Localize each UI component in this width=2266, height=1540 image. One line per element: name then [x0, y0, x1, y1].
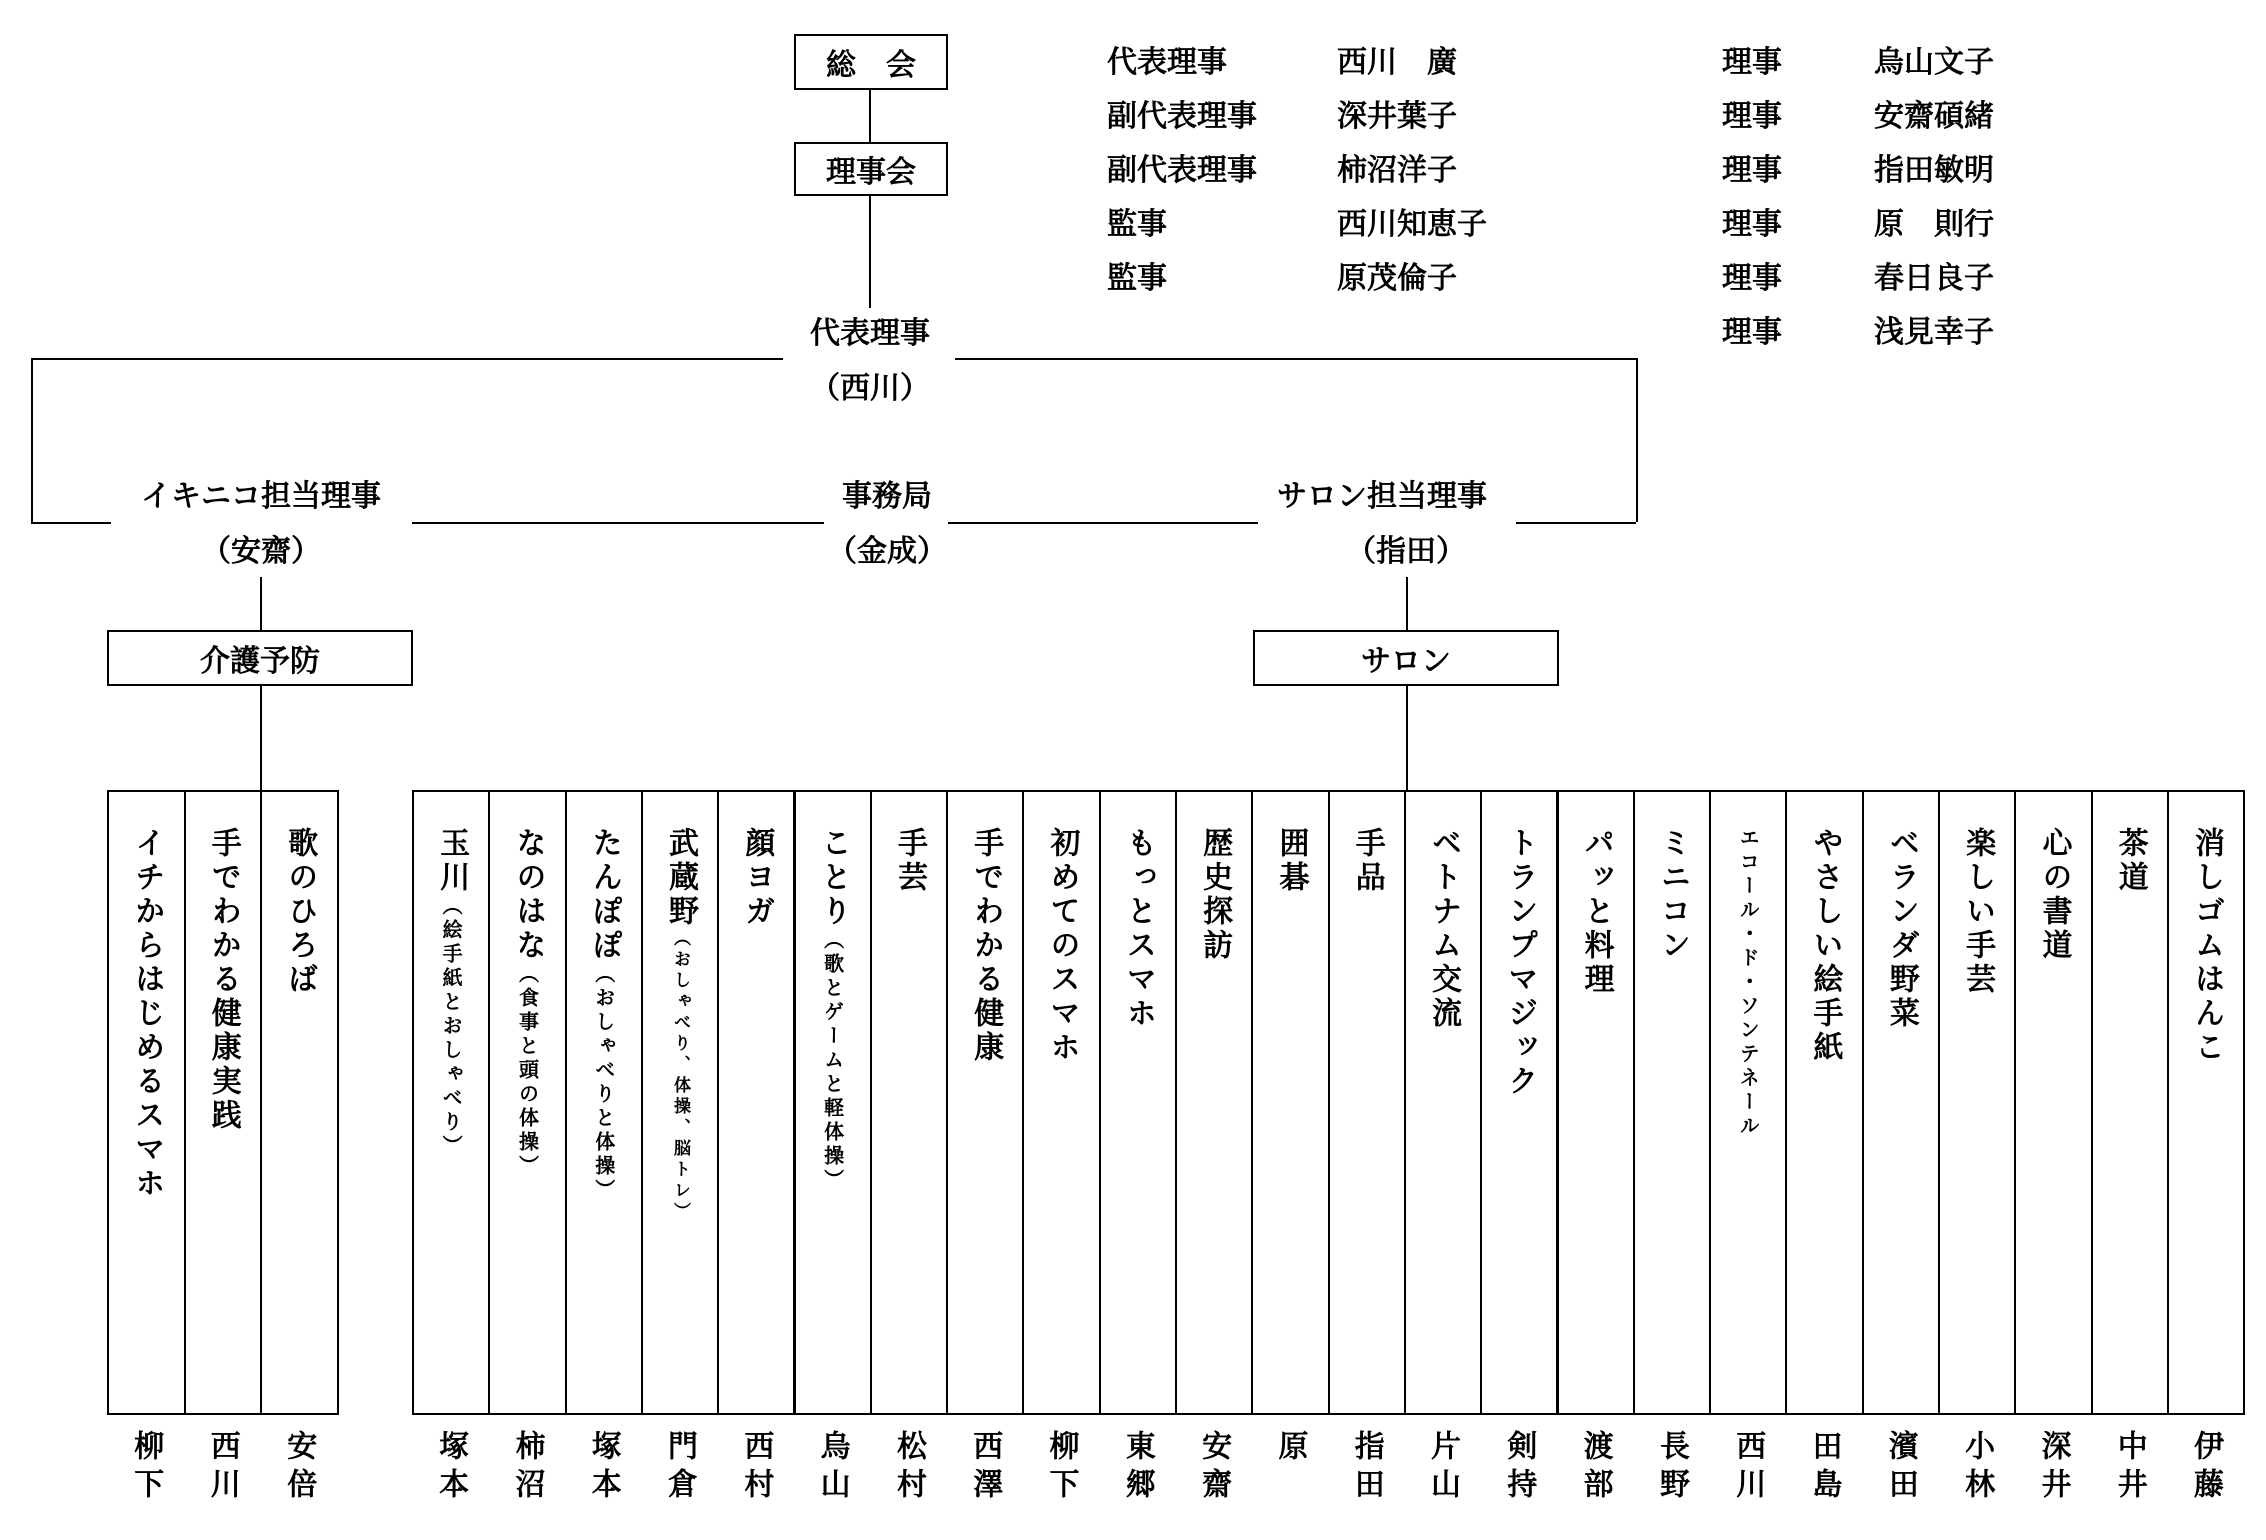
program-column — [2014, 790, 2092, 1415]
program-title-text — [1120, 827, 1156, 1031]
program-title — [2016, 827, 2090, 963]
connector-left-ikiniko — [31, 522, 111, 524]
program-title — [1253, 827, 1327, 895]
program-title — [1711, 827, 1785, 1139]
program-column — [1633, 790, 1711, 1415]
program-title-text — [1960, 827, 1996, 997]
program-leader — [946, 1430, 1022, 1506]
program-column — [260, 790, 339, 1415]
director-role: 理事 — [1722, 45, 1782, 80]
program-subtitle: （絵手紙とおしゃべり） — [439, 895, 464, 1159]
program-leader — [488, 1430, 564, 1506]
program-column — [1022, 790, 1100, 1415]
director-role: 理事 — [1722, 315, 1782, 350]
program-column — [946, 790, 1024, 1415]
program-title — [1559, 827, 1633, 997]
program-column — [2167, 790, 2245, 1415]
program-title-text — [1578, 827, 1614, 997]
program-leader — [2167, 1430, 2243, 1506]
officer-name: 西川 廣 — [1337, 45, 1457, 80]
officer-name: 原茂倫子 — [1337, 261, 1457, 296]
program-column — [412, 790, 490, 1415]
program-column — [1862, 790, 1940, 1415]
program-leader — [1938, 1430, 2014, 1506]
program-leader-name: 小林 — [1959, 1430, 1995, 1506]
program-name: 顔ヨガ — [739, 827, 775, 929]
program-leader — [2091, 1430, 2167, 1506]
program-leader-name: 塚本 — [585, 1430, 621, 1506]
program-name: 手でわかる健康 — [968, 827, 1004, 1065]
program-leader — [1022, 1430, 1098, 1506]
connector-board-rep — [869, 196, 871, 308]
program-name: 玉川 — [434, 827, 470, 895]
program-name: なのはな — [510, 827, 546, 963]
program-leader-name: 深井 — [2035, 1430, 2071, 1506]
program-name: 囲碁 — [1273, 827, 1309, 895]
program-leader-name: 伊藤 — [2188, 1430, 2224, 1506]
board-label: 理事会 — [826, 155, 916, 190]
salon-box — [1253, 630, 1559, 686]
program-column — [1938, 790, 2016, 1415]
connector-left-down — [31, 358, 33, 522]
program-leader — [641, 1430, 717, 1506]
office-title: 事務局 — [842, 479, 932, 514]
program-leader-name: 長野 — [1653, 1430, 1689, 1506]
program-name: 武蔵野 — [663, 827, 699, 929]
program-name: ことり — [815, 827, 851, 929]
program-column — [1099, 790, 1177, 1415]
program-leader-name: 剣持 — [1501, 1430, 1537, 1506]
program-leader-name: 塚本 — [433, 1430, 469, 1506]
program-leader — [1099, 1430, 1175, 1506]
program-subtitle: エコール・ド・ソンテネール — [1736, 827, 1761, 1139]
program-column — [2091, 790, 2169, 1415]
program-leader-name: 烏山 — [814, 1430, 850, 1506]
program-column — [1251, 790, 1329, 1415]
connector-salon-programs — [1406, 686, 1408, 790]
program-title-text — [1502, 827, 1538, 1099]
program-leader-name: 安倍 — [281, 1430, 317, 1506]
program-name: 歴史探訪 — [1197, 827, 1233, 963]
program-subtitle: （食事と頭の体操） — [515, 963, 540, 1179]
director-role: 理事 — [1722, 99, 1782, 134]
program-column — [794, 790, 872, 1415]
program-leader-name: 西村 — [738, 1430, 774, 1506]
program-title — [490, 827, 564, 1179]
program-column — [488, 790, 566, 1415]
program-leader — [794, 1430, 870, 1506]
program-column — [107, 790, 186, 1415]
program-leader-name: 濱田 — [1882, 1430, 1918, 1506]
program-title-text — [1044, 827, 1080, 1065]
program-name: ベランダ野菜 — [1883, 827, 1919, 1031]
care-prevention-box — [107, 630, 413, 686]
program-leader-name: 柳下 — [1043, 1430, 1079, 1506]
program-title-text — [1654, 827, 1690, 963]
director-name: 浅見幸子 — [1874, 315, 1994, 350]
program-title-text — [434, 827, 470, 1159]
program-title-text — [2036, 827, 2072, 963]
program-name: やさしい絵手紙 — [1807, 827, 1843, 1065]
program-column — [870, 790, 948, 1415]
program-title — [567, 827, 641, 1203]
program-title-text — [1197, 827, 1233, 963]
program-leader — [1251, 1430, 1327, 1468]
ikiniko-director-title: イキニコ担当理事 — [141, 479, 381, 514]
board-box — [794, 142, 948, 196]
program-leader — [1557, 1430, 1633, 1506]
program-leader-name: 西川 — [1730, 1430, 1766, 1506]
program-title-text — [2189, 827, 2225, 1065]
program-title — [1864, 827, 1938, 1031]
rep-title: 代表理事 — [810, 316, 930, 351]
program-title — [1101, 827, 1175, 1031]
program-title-text — [205, 827, 241, 1133]
program-leader-name: 西澤 — [967, 1430, 1003, 1506]
program-name: トランプマジック — [1502, 827, 1538, 1099]
program-subtitle: （歌とゲームと軽体操） — [820, 929, 845, 1193]
program-subtitle: （おしゃべりと体操） — [591, 963, 616, 1203]
program-title — [2093, 827, 2167, 895]
director-name: 烏山文子 — [1874, 45, 1994, 80]
connector-ikiniko-care — [260, 577, 262, 630]
program-title-text — [1883, 827, 1919, 1031]
director-role: 理事 — [1722, 153, 1782, 188]
director-name: 原 則行 — [1874, 207, 1994, 242]
ikiniko-director-name: （安齋） — [201, 534, 321, 569]
program-leader-name: 渡部 — [1577, 1430, 1613, 1506]
program-name: 手でわかる健康実践 — [205, 827, 241, 1133]
program-name: 消しゴムはんこ — [2189, 827, 2225, 1065]
program-title-text — [2112, 827, 2148, 895]
program-leader-name: 西川 — [204, 1430, 240, 1506]
officer-name: 深井葉子 — [1337, 99, 1457, 134]
program-title-text — [815, 827, 851, 1193]
program-name: イチからはじめるスマホ — [129, 827, 165, 1201]
program-title-text — [282, 827, 318, 997]
program-title-text — [1273, 827, 1309, 895]
connector-office-salon — [948, 522, 1258, 524]
program-column — [1175, 790, 1253, 1415]
officer-role: 監事 — [1107, 261, 1167, 296]
program-column — [1328, 790, 1406, 1415]
director-role: 理事 — [1722, 261, 1782, 296]
program-title — [414, 827, 488, 1159]
general-assembly-box — [794, 34, 948, 90]
program-column — [1404, 790, 1482, 1415]
salon-director-name: （指田） — [1346, 534, 1466, 569]
connector-assembly-board — [869, 90, 871, 142]
program-leader-name: 門倉 — [662, 1430, 698, 1506]
rep-name: （西川） — [810, 371, 930, 406]
salon-director-title: サロン担当理事 — [1277, 479, 1487, 514]
connector-rep-right — [955, 358, 1636, 360]
program-name: 初めてのスマホ — [1044, 827, 1080, 1065]
program-title-text — [1733, 827, 1763, 1139]
program-leader-name: 指田 — [1348, 1430, 1384, 1506]
program-leader — [1785, 1430, 1861, 1506]
officer-name: 柿沼洋子 — [1337, 153, 1457, 188]
program-column — [1785, 790, 1863, 1415]
program-title — [796, 827, 870, 1193]
officer-role: 監事 — [1107, 207, 1167, 242]
program-title — [186, 827, 261, 1133]
program-column — [1709, 790, 1787, 1415]
program-leader-name: 柿沼 — [509, 1430, 545, 1506]
program-title — [1330, 827, 1404, 895]
program-title-text — [1426, 827, 1462, 1031]
program-leader — [412, 1430, 488, 1506]
program-leader-name: 柳下 — [128, 1430, 164, 1506]
office-name: （金成） — [827, 534, 947, 569]
program-name: 手品 — [1349, 827, 1385, 895]
program-title-text — [510, 827, 546, 1179]
program-name: 歌のひろば — [282, 827, 318, 997]
officer-role: 副代表理事 — [1107, 99, 1257, 134]
connector-salon-director-salon — [1406, 577, 1408, 630]
program-leader — [870, 1430, 946, 1506]
program-title-text — [663, 827, 699, 1223]
program-title-text — [739, 827, 775, 929]
program-leader — [717, 1430, 793, 1506]
program-title-text — [891, 827, 927, 895]
program-column — [565, 790, 643, 1415]
officer-role: 副代表理事 — [1107, 153, 1257, 188]
connector-right-down — [1636, 358, 1638, 522]
program-leader-name: 東郷 — [1119, 1430, 1155, 1506]
program-title — [1635, 827, 1709, 963]
program-title — [1482, 827, 1556, 1099]
general-assembly-label: 総 会 — [826, 48, 916, 83]
program-title — [1024, 827, 1098, 1065]
program-leader — [1633, 1430, 1709, 1506]
program-leader — [1480, 1430, 1556, 1506]
connector-care-programs — [260, 686, 262, 790]
program-leader — [260, 1430, 337, 1506]
program-title — [1177, 827, 1251, 963]
program-name: 手芸 — [891, 827, 927, 895]
director-name: 指田敏明 — [1874, 153, 1994, 188]
program-title — [1787, 827, 1861, 1065]
program-name: もっとスマホ — [1120, 827, 1156, 1031]
program-name: パッと料理 — [1578, 827, 1614, 997]
program-title — [948, 827, 1022, 1065]
program-leader-name: 松村 — [890, 1430, 926, 1506]
program-title — [2169, 827, 2243, 1065]
salon-label: サロン — [1361, 644, 1451, 679]
program-title-text — [1807, 827, 1843, 1065]
program-leader — [1709, 1430, 1785, 1506]
program-leader — [2014, 1430, 2090, 1506]
program-leader — [184, 1430, 261, 1506]
program-title-text — [586, 827, 622, 1203]
officer-role: 代表理事 — [1107, 45, 1227, 80]
connector-rep-left — [31, 358, 783, 360]
program-title-text — [129, 827, 165, 1201]
program-column — [1480, 790, 1558, 1415]
program-leader — [1862, 1430, 1938, 1506]
program-title — [1406, 827, 1480, 1031]
program-title — [1940, 827, 2014, 997]
program-title — [262, 827, 337, 997]
program-name: 茶道 — [2112, 827, 2148, 895]
director-role: 理事 — [1722, 207, 1782, 242]
director-name: 春日良子 — [1874, 261, 1994, 296]
program-name: ベトナム交流 — [1426, 827, 1462, 1031]
program-name: たんぽぽ — [586, 827, 622, 963]
program-title-text — [1349, 827, 1385, 895]
program-title — [719, 827, 793, 929]
program-column — [641, 790, 719, 1415]
program-subtitle: （おしゃべり、体操、脳トレ） — [670, 929, 691, 1223]
program-title-text — [968, 827, 1004, 1065]
connector-ikiniko-office — [412, 522, 824, 524]
care-prevention-label: 介護予防 — [200, 644, 320, 679]
program-name: ミニコン — [1654, 827, 1690, 963]
officer-name: 西川知恵子 — [1337, 207, 1487, 242]
program-title — [643, 827, 717, 1223]
program-leader — [1404, 1430, 1480, 1506]
program-title — [872, 827, 946, 895]
program-leader-name: 中井 — [2111, 1430, 2147, 1506]
program-leader-name: 安齋 — [1196, 1430, 1232, 1506]
program-leader-name: 原 — [1272, 1430, 1308, 1468]
program-column — [184, 790, 263, 1415]
program-leader — [1328, 1430, 1404, 1506]
director-name: 安齋碩緒 — [1874, 99, 1994, 134]
program-name: 楽しい手芸 — [1960, 827, 1996, 997]
program-leader-name: 田島 — [1806, 1430, 1842, 1506]
program-leader-name: 片山 — [1425, 1430, 1461, 1506]
program-column — [1557, 790, 1635, 1415]
connector-salon-right — [1516, 522, 1636, 524]
program-leader — [565, 1430, 641, 1506]
program-leader — [107, 1430, 184, 1506]
program-leader — [1175, 1430, 1251, 1506]
program-name: 心の書道 — [2036, 827, 2072, 963]
program-title — [109, 827, 184, 1201]
program-column — [717, 790, 795, 1415]
